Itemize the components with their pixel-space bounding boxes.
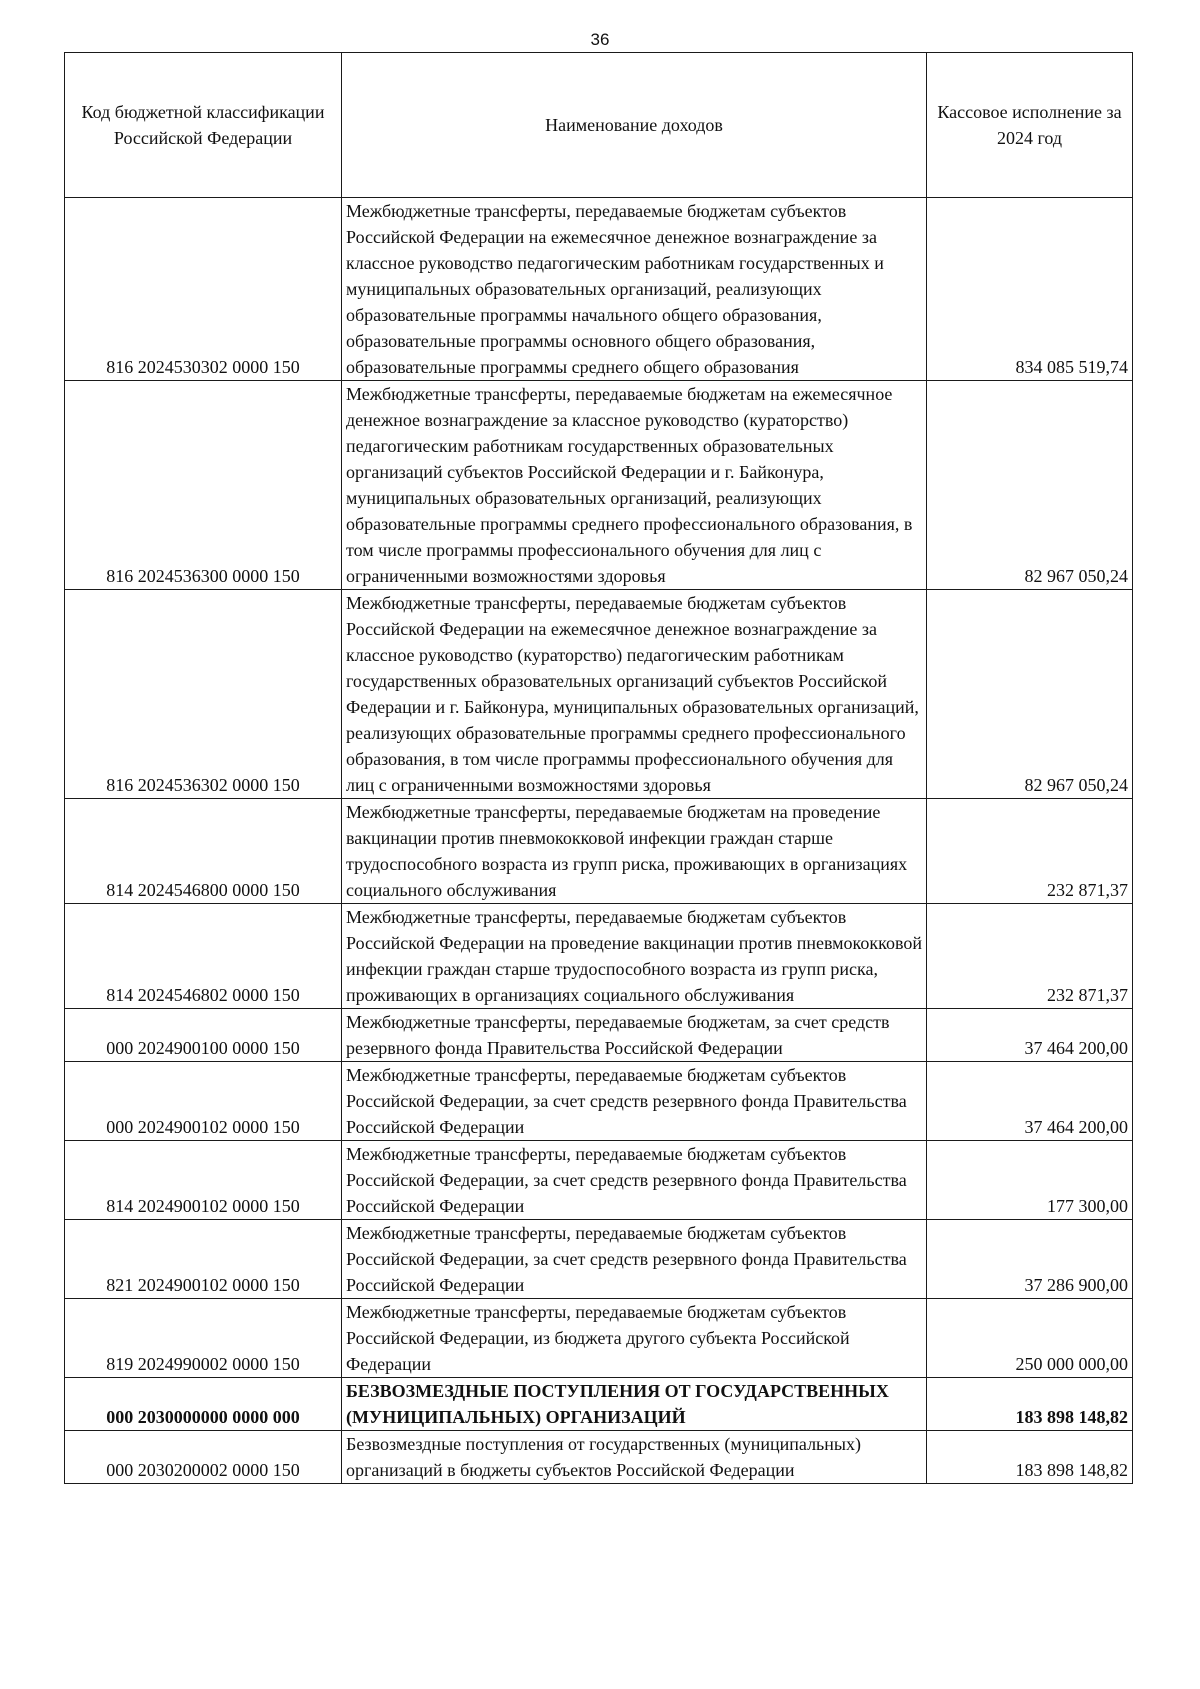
table-row: [65, 904, 1133, 1009]
table-row: [65, 590, 1133, 799]
row-code: 816 2024536300 0000 150: [65, 381, 342, 590]
row-code: 814 2024900102 0000 150: [65, 1141, 342, 1220]
header-code: Код бюджетной классификации Российской Федерации: [65, 53, 342, 198]
row-name: Межбюджетные трансферты, передаваемые бюджетам на проведение вакцинации против пневмококковой инфекции граждан старше трудоспособного возраста из групп риска, проживающих в организациях социального обслуживания: [342, 799, 927, 904]
row-name: Межбюджетные трансферты, передаваемые бюджетам субъектов Российской Федерации на ежемесячное денежное вознаграждение за классное руководство педагогическим работникам государственных и муниципальных образовательных организаций, реализующих образовательные программы начального общего образования, образовательные программы основного общего образования, образовательные программы среднего общего образования: [342, 198, 927, 381]
revenue-table: [64, 52, 1133, 1484]
row-amount: 37 464 200,00: [927, 1009, 1133, 1062]
table-row: [65, 198, 1133, 381]
row-code: 819 2024990002 0000 150: [65, 1299, 342, 1378]
row-code: 821 2024900102 0000 150: [65, 1220, 342, 1299]
row-name: Межбюджетные трансферты, передаваемые бюджетам субъектов Российской Федерации, за счет средств резервного фонда Правительства Российской Федерации: [342, 1220, 927, 1299]
row-code: 000 2024900102 0000 150: [65, 1062, 342, 1141]
row-code: 000 2024900100 0000 150: [65, 1009, 342, 1062]
row-amount: 232 871,37: [927, 799, 1133, 904]
row-amount: 183 898 148,82: [927, 1431, 1133, 1484]
table-row: [65, 1009, 1133, 1062]
table-row: [65, 1431, 1133, 1484]
row-amount: 177 300,00: [927, 1141, 1133, 1220]
row-code: 000 2030000000 0000 000: [65, 1378, 342, 1431]
row-code: 814 2024546802 0000 150: [65, 904, 342, 1009]
row-amount: 37 286 900,00: [927, 1220, 1133, 1299]
page-number: 36: [590, 30, 610, 49]
row-code: 816 2024536302 0000 150: [65, 590, 342, 799]
table-row: [65, 1220, 1133, 1299]
row-name: БЕЗВОЗМЕЗДНЫЕ ПОСТУПЛЕНИЯ ОТ ГОСУДАРСТВЕННЫХ (МУНИЦИПАЛЬНЫХ) ОРГАНИЗАЦИЙ: [342, 1378, 927, 1431]
row-amount: 232 871,37: [927, 904, 1133, 1009]
table-row: [65, 1062, 1133, 1141]
row-name: Межбюджетные трансферты, передаваемые бюджетам субъектов Российской Федерации, из бюджета другого субъекта Российской Федерации: [342, 1299, 927, 1378]
row-code: 816 2024530302 0000 150: [65, 198, 342, 381]
row-amount: 82 967 050,24: [927, 590, 1133, 799]
table-row: [65, 381, 1133, 590]
row-code: 000 2030200002 0000 150: [65, 1431, 342, 1484]
row-amount: 183 898 148,82: [927, 1378, 1133, 1431]
row-amount: 37 464 200,00: [927, 1062, 1133, 1141]
table-row: [65, 799, 1133, 904]
row-name: Межбюджетные трансферты, передаваемые бюджетам, за счет средств резервного фонда Правительства Российской Федерации: [342, 1009, 927, 1062]
row-name: Межбюджетные трансферты, передаваемые бюджетам субъектов Российской Федерации, за счет средств резервного фонда Правительства Российской Федерации: [342, 1141, 927, 1220]
row-name: Межбюджетные трансферты, передаваемые бюджетам субъектов Российской Федерации на ежемесячное денежное вознаграждение за классное руководство (кураторство) педагогическим работникам государственных образовательных организаций субъектов Российской Федерации и г. Байконура, муниципальных образовательных организаций, реализующих образовательные программы среднего профессионального образования, в том числе программы профессионального обучения для лиц с ограниченными возможностями здоровья: [342, 590, 927, 799]
row-name: Межбюджетные трансферты, передаваемые бюджетам субъектов Российской Федерации на проведение вакцинации против пневмококковой инфекции граждан старше трудоспособного возраста из групп риска, проживающих в организациях социального обслуживания: [342, 904, 927, 1009]
table-header-row: [65, 53, 1133, 198]
row-code: 814 2024546800 0000 150: [65, 799, 342, 904]
header-amount: Кассовое исполнение за 2024 год: [927, 53, 1133, 198]
row-name: Межбюджетные трансферты, передаваемые бюджетам на ежемесячное денежное вознаграждение за классное руководство (кураторство) педагогическим работникам государственных образовательных организаций субъектов Российской Федерации и г. Байконура, муниципальных образовательных организаций, реализующих образовательные программы среднего профессионального образования, в том числе программы профессионального обучения для лиц с ограниченными возможностями здоровья: [342, 381, 927, 590]
row-amount: 82 967 050,24: [927, 381, 1133, 590]
table-row-total: [65, 1378, 1133, 1431]
table-row: [65, 1141, 1133, 1220]
row-amount: 250 000 000,00: [927, 1299, 1133, 1378]
row-amount: 834 085 519,74: [927, 198, 1133, 381]
row-name: Безвозмездные поступления от государственных (муниципальных) организаций в бюджеты субъектов Российской Федерации: [342, 1431, 927, 1484]
row-name: Межбюджетные трансферты, передаваемые бюджетам субъектов Российской Федерации, за счет средств резервного фонда Правительства Российской Федерации: [342, 1062, 927, 1141]
table-row: [65, 1299, 1133, 1378]
header-name: Наименование доходов: [342, 53, 927, 198]
